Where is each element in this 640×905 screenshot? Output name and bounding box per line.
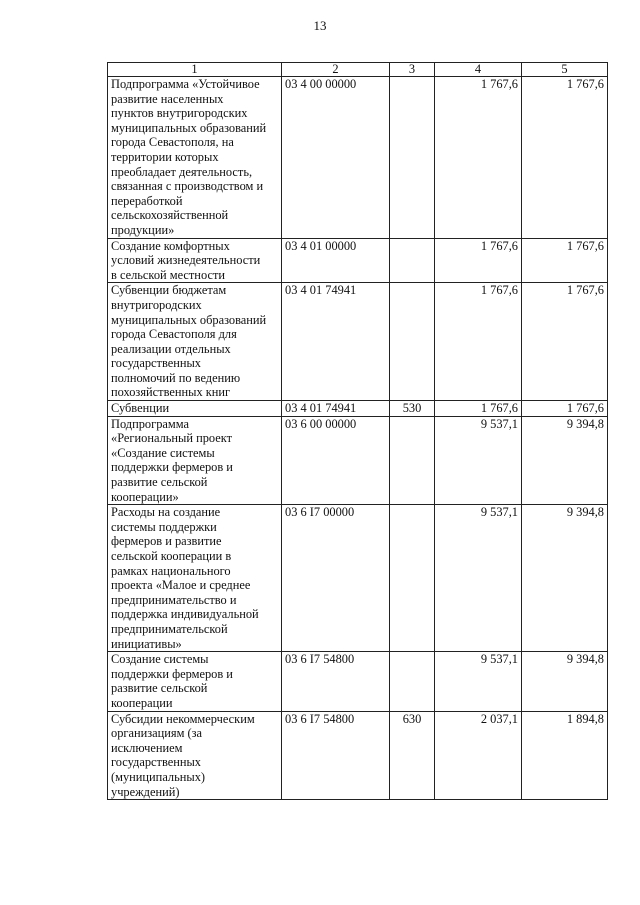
row-expense-type-cell — [390, 238, 435, 283]
row-code-cell: 03 4 01 74941 — [282, 283, 390, 401]
table-row — [108, 401, 608, 417]
table-row — [108, 283, 608, 401]
row-code-cell: 03 4 00 00000 — [282, 77, 390, 239]
row-name-cell: Субвенции бюджетам внутригородских муниципальных образований города Севастополя для реализации отдельных государственных полномочий по ведению похозяйственных книг — [108, 283, 282, 401]
column-header-3: 3 — [390, 63, 435, 77]
row-name-cell: Субсидии некоммерческим организациям (за исключением государственных (муниципальных) учреждений) — [108, 711, 282, 800]
row-sum2-cell: 9 394,8 — [522, 416, 608, 505]
row-name-cell: Создание комфортных условий жизнедеятельности в сельской местности — [108, 238, 282, 283]
budget-table — [107, 62, 608, 800]
row-sum1-cell: 9 537,1 — [435, 416, 522, 505]
row-sum2-cell: 1 767,6 — [522, 283, 608, 401]
row-sum2-cell: 9 394,8 — [522, 505, 608, 652]
row-sum1-cell: 1 767,6 — [435, 283, 522, 401]
table-row — [108, 416, 608, 505]
table-header-row — [108, 63, 608, 77]
row-sum2-cell: 1 767,6 — [522, 238, 608, 283]
row-sum1-cell: 1 767,6 — [435, 77, 522, 239]
row-code-cell: 03 4 01 74941 — [282, 401, 390, 417]
row-expense-type-cell — [390, 77, 435, 239]
row-expense-type-cell — [390, 416, 435, 505]
table-row — [108, 711, 608, 800]
row-name-cell: Подпрограмма «Устойчивое развитие населенных пунктов внутригородских муниципальных образований города Севастополя, на территории которых преобладает деятельность, связанная с производством и переработкой сельскохозяйственной продукции» — [108, 77, 282, 239]
row-sum2-cell: 1 767,6 — [522, 401, 608, 417]
column-header-5: 5 — [522, 63, 608, 77]
row-name-cell: Расходы на создание системы поддержки фермеров и развитие сельской кооперации в рамках национального проекта «Малое и среднее предпринимательство и поддержка индивидуальной предпринимательской инициативы» — [108, 505, 282, 652]
row-sum1-cell: 1 767,6 — [435, 401, 522, 417]
row-expense-type-cell — [390, 283, 435, 401]
row-name-cell: Создание системы поддержки фермеров и развитие сельской кооперации — [108, 652, 282, 711]
row-expense-type-cell — [390, 505, 435, 652]
row-name-cell: Подпрограмма «Региональный проект «Создание системы поддержки фермеров и развитие сельской кооперации» — [108, 416, 282, 505]
row-sum1-cell: 1 767,6 — [435, 238, 522, 283]
row-code-cell: 03 6 I7 00000 — [282, 505, 390, 652]
table-row — [108, 238, 608, 283]
column-header-4: 4 — [435, 63, 522, 77]
column-header-2: 2 — [282, 63, 390, 77]
row-sum1-cell: 9 537,1 — [435, 652, 522, 711]
row-sum2-cell: 9 394,8 — [522, 652, 608, 711]
column-header-1: 1 — [108, 63, 282, 77]
row-sum2-cell: 1 767,6 — [522, 77, 608, 239]
row-code-cell: 03 6 I7 54800 — [282, 652, 390, 711]
row-name-cell: Субвенции — [108, 401, 282, 417]
row-expense-type-cell — [390, 652, 435, 711]
row-sum2-cell: 1 894,8 — [522, 711, 608, 800]
row-expense-type-cell: 630 — [390, 711, 435, 800]
row-expense-type-cell: 530 — [390, 401, 435, 417]
page-number: 13 — [313, 18, 327, 33]
row-sum1-cell: 9 537,1 — [435, 505, 522, 652]
row-code-cell: 03 6 00 00000 — [282, 416, 390, 505]
table-row — [108, 652, 608, 711]
table-row — [108, 77, 608, 239]
row-code-cell: 03 4 01 00000 — [282, 238, 390, 283]
row-code-cell: 03 6 I7 54800 — [282, 711, 390, 800]
table-row — [108, 505, 608, 652]
row-sum1-cell: 2 037,1 — [435, 711, 522, 800]
